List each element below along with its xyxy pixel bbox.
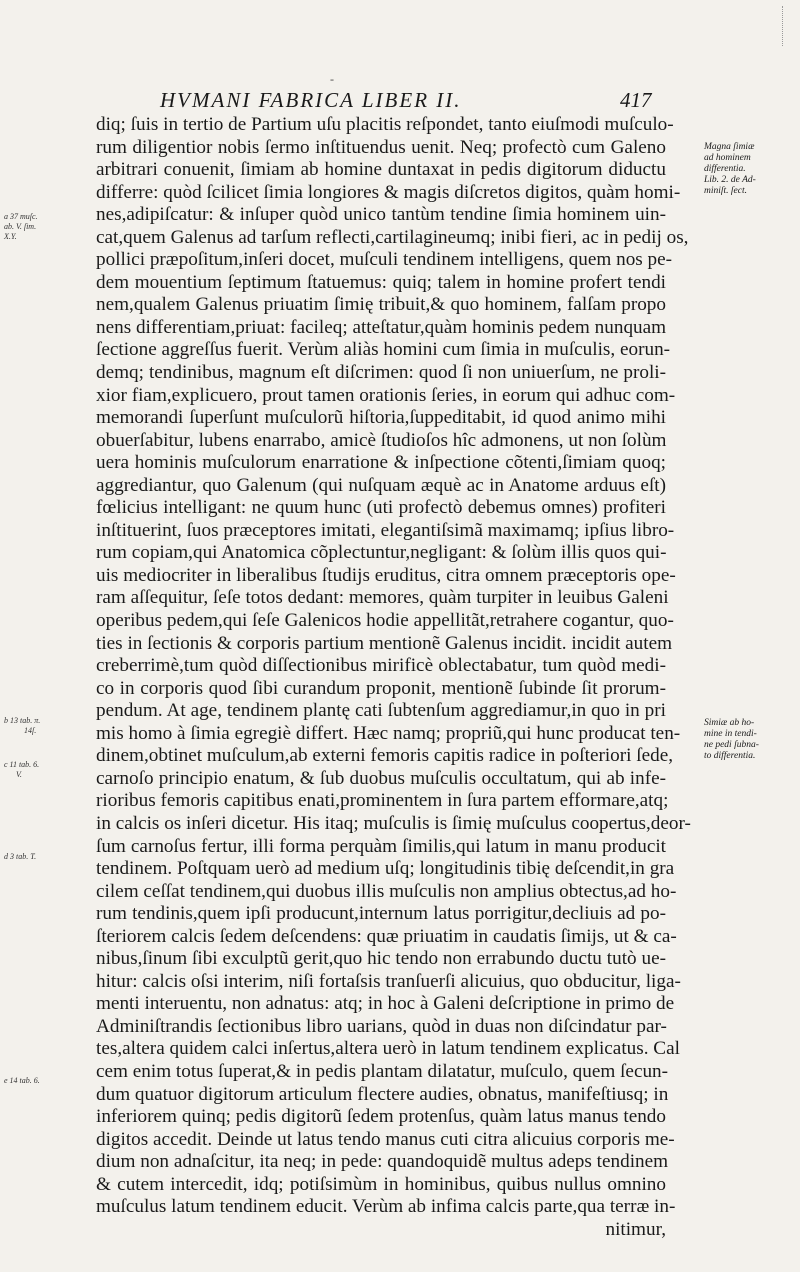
text-line: demq; tendinibus, magnum eſt diſcrimen: quod ſi non uniuerſum, ne proli- [96, 362, 666, 384]
marginal-note-right [704, 142, 796, 197]
text-line: ſectione aggreſſus fuerit. Verùm aliàs homini cum ſimia in muſculis, eorun- [96, 339, 671, 361]
marginal-note-right [704, 718, 796, 762]
text-line: rioribus femoris capitibus enati,prominentem in ſura partem efformare,atq; [96, 790, 669, 812]
note-line: Lib. 2. de Ad- [704, 175, 756, 185]
note-line: X.Y. [4, 232, 17, 241]
text-line: digitos accedit. Deinde ut latus tendo manus cuti citra alicuius corporis me- [96, 1128, 675, 1150]
text-line: pendum. At age, tendinem plantę cati ſubtenſum aggrediamur,in quo in pri [96, 700, 666, 722]
text-line: cat,quem Galenus ad tarſum reflecti,cartilagineumq; inibi fieri, ac in pedij os, [96, 226, 689, 248]
page-edge-mark [782, 6, 787, 46]
note-line: differentia. [704, 164, 746, 174]
note-line: ad hominem [704, 153, 751, 163]
note-line: V. [16, 770, 22, 779]
text-line: rum tendinis,quem ipſi producunt,internum latus porrigitur,decliuis ad po- [96, 903, 666, 925]
text-line: carnoſo principio enatum, & ſub duobus muſculis occultatum, qui ab infe- [96, 767, 666, 789]
body-text [96, 114, 691, 1241]
note-line: b 13 tab. π. [4, 716, 41, 725]
text-line: uera hominis muſculorum enarratione & inſpectione cõtenti,ſimiam quoq; [96, 452, 666, 474]
note-line: Magna ſimiæ [704, 142, 755, 152]
text-line: ſteriorem calcis ſedem deſcendens: quæ priuatim in caudatis ſimijs, ut & ca- [96, 925, 677, 947]
text-line: operibus pedem,qui ſeſe Galenicos hodie appellitãt,retrahere cogantur, quo- [96, 610, 674, 632]
marginal-note-left [4, 852, 94, 862]
text-line: tendinem. Poſtquam uerò ad medium uſq; longitudinis tibię deſcendit,in gra [96, 858, 675, 880]
text-line: dinem,obtinet muſculum,ab externi femoris capitis radice in poſteriori ſede, [96, 745, 674, 767]
text-line: dum quatuor digitorum articulum flectere audies, obnatus, manifeſtiusq; in [96, 1083, 669, 1105]
text-line: dem mouentium ſeptimum ſtatuemus: quiq; talem in homine profert tendi [96, 271, 666, 293]
text-line: ties in ſectionis & corporis partium mentionẽ Galenus incidit. incidit autem [96, 632, 673, 654]
catchmark: - [330, 72, 334, 86]
text-line: pollici præpoſitum,inſeri docet, muſculi tendinem intelligens, quem nos pe- [96, 249, 673, 271]
marginal-note-left [4, 716, 94, 736]
note-line: to differentia. [704, 751, 756, 761]
text-line: menti interuentu, non adnatus: atq; in hoc à Galeni deſcriptione in primo de [96, 993, 675, 1015]
text-line: inferiorem quinq; pedis digitorũ ſedem protenſus, quàm latus manus tendo [96, 1106, 666, 1128]
text-line: & cutem intercedit, idq; potiſsimùm in hominibus, quibus nullus omnino [96, 1173, 666, 1195]
note-line: ab. V. ſim. [4, 222, 37, 231]
text-line: rum copiam,qui Anatomica cõplectuntur,negligant: & ſolùm illis quos qui- [96, 542, 667, 564]
text-line: xior fiam,explicuero, prout tamen orationis ſeries, in eorum qui adhuc com- [96, 384, 676, 406]
text-line: nem,qualem Galenus priuatim ſimię tribuit,& quo hominem, falſam propo [96, 294, 666, 316]
text-line: creberrimè,tum quòd diſſectionibus mirificè oblectabatur, tum quòd medi- [96, 655, 666, 677]
note-line: mine in tendi- [704, 729, 757, 739]
text-line: co in corporis quod ſibi curandum proponit, mentionẽ ſubinde ſit prorum- [96, 677, 666, 699]
marginal-note-left [4, 760, 94, 780]
text-line: tes,altera quidem calci inſertus,altera uerò in latum tendinem explicatus. Cal [96, 1038, 680, 1060]
text-line: fœlicius intelligant: ne quum hunc (uti profectò debemus omnes) profiteri [96, 497, 666, 519]
text-line: nes,adipiſcatur: & inſuper quòd unico tantùm tendine ſimia hominem uin- [96, 204, 666, 226]
running-title: HVMANI FABRICA LIBER II. [160, 88, 462, 112]
marginal-note-left [4, 1076, 94, 1086]
page-number: 417 [620, 88, 652, 112]
text-line: memorandi ſuperſunt muſculorũ hiſtoria,ſuppeditabit, id quod animo mihi [96, 407, 666, 429]
text-line: nibus,ſinum ſibi exculptũ gerit,quo hic tendo non errabundo ductu tutò ue- [96, 948, 666, 970]
text-line: aggrediantur, quo Galenum (qui nuſquam æquè ac in Anatome arduus eſt) [96, 474, 666, 496]
note-line: miniſt. ſect. [704, 186, 748, 196]
text-line: dium non adnaſcitur, ita neq; in pede: quandoquidẽ multus adeps tendinem [96, 1151, 669, 1173]
note-line: ne pedi ſubna- [704, 740, 759, 750]
text-line: nens differentiam,priuat: facileq; atteſtatur,quàm hominis pedem nunquam [96, 316, 667, 338]
text-line: rum diligentior nobis ſermo inſtituendus uenit. Neq; profectò cum Galeno [96, 136, 666, 158]
text-line: arbitrari conuenit, ſimiam ab homine duntaxat in pedis digitorum diductu [96, 159, 666, 181]
text-line: inſtituerint, ſuos præceptores imitati, elegantiſsimã maximamq; ipſius libro- [96, 519, 675, 541]
text-line: hitur: calcis oſsi interim, niſi fortaſsis tranſuerſi alicuius, quo obducitur, liga- [96, 970, 681, 992]
note-line: c 11 tab. 6. [4, 760, 40, 769]
text-line: muſculus latum tendinem educit. Verùm ab infima calcis parte,qua terræ in- [96, 1196, 676, 1218]
text-line: cem enim totus ſuperat,& in pedis plantam dilatatur, muſculo, quem ſecun- [96, 1060, 669, 1082]
text-line: in calcis os inſeri dicetur. His itaq; muſculis is ſimię muſculus coopertus,deor- [96, 812, 691, 834]
text-line: cilem ceſſat tendinem,qui duobus illis muſculis non amplius obtectus,ad ho- [96, 880, 677, 902]
text-line: diq; ſuis in tertio de Partium uſu placitis reſpondet, tanto eiuſmodi muſculo- [96, 114, 674, 135]
text-line: differre: quòd ſcilicet ſimia longiores & magis diſcretos digitos, quàm homi- [96, 181, 681, 203]
text-line: obuerſabitur, lubens enarrabo, amicè ſtudioſos hîc admonens, ut non ſolùm [96, 429, 667, 451]
note-line: Simiæ ab ho- [704, 718, 755, 728]
text-line: nitimur, [605, 1218, 666, 1240]
note-line: 14ſ. [24, 726, 37, 735]
text-line: ſum carnoſus fertur, illi forma perquàm ſimilis,qui latum in manu producit [96, 835, 666, 857]
note-line: e 14 tab. 6. [4, 1076, 40, 1085]
note-line: d 3 tab. T. [4, 852, 37, 861]
marginal-note-left [4, 212, 94, 242]
text-line: Adminiſtrandis ſectionibus libro uarians, quòd in duas non diſcindatur par- [96, 1015, 667, 1037]
text-line: mis homo à ſimia egregiè differt. Hæc namq; propriũ,qui hunc producat ten- [96, 722, 681, 744]
note-line: a 37 muſc. [4, 212, 38, 221]
text-line: uis mediocriter in liberalibus ſtudijs eruditus, citra omnem præceptoris ope- [96, 564, 676, 586]
text-line: ram aſſequitur, ſeſe totos dedant: memores, quàm turpiter in leuibus Galeni [96, 587, 669, 609]
